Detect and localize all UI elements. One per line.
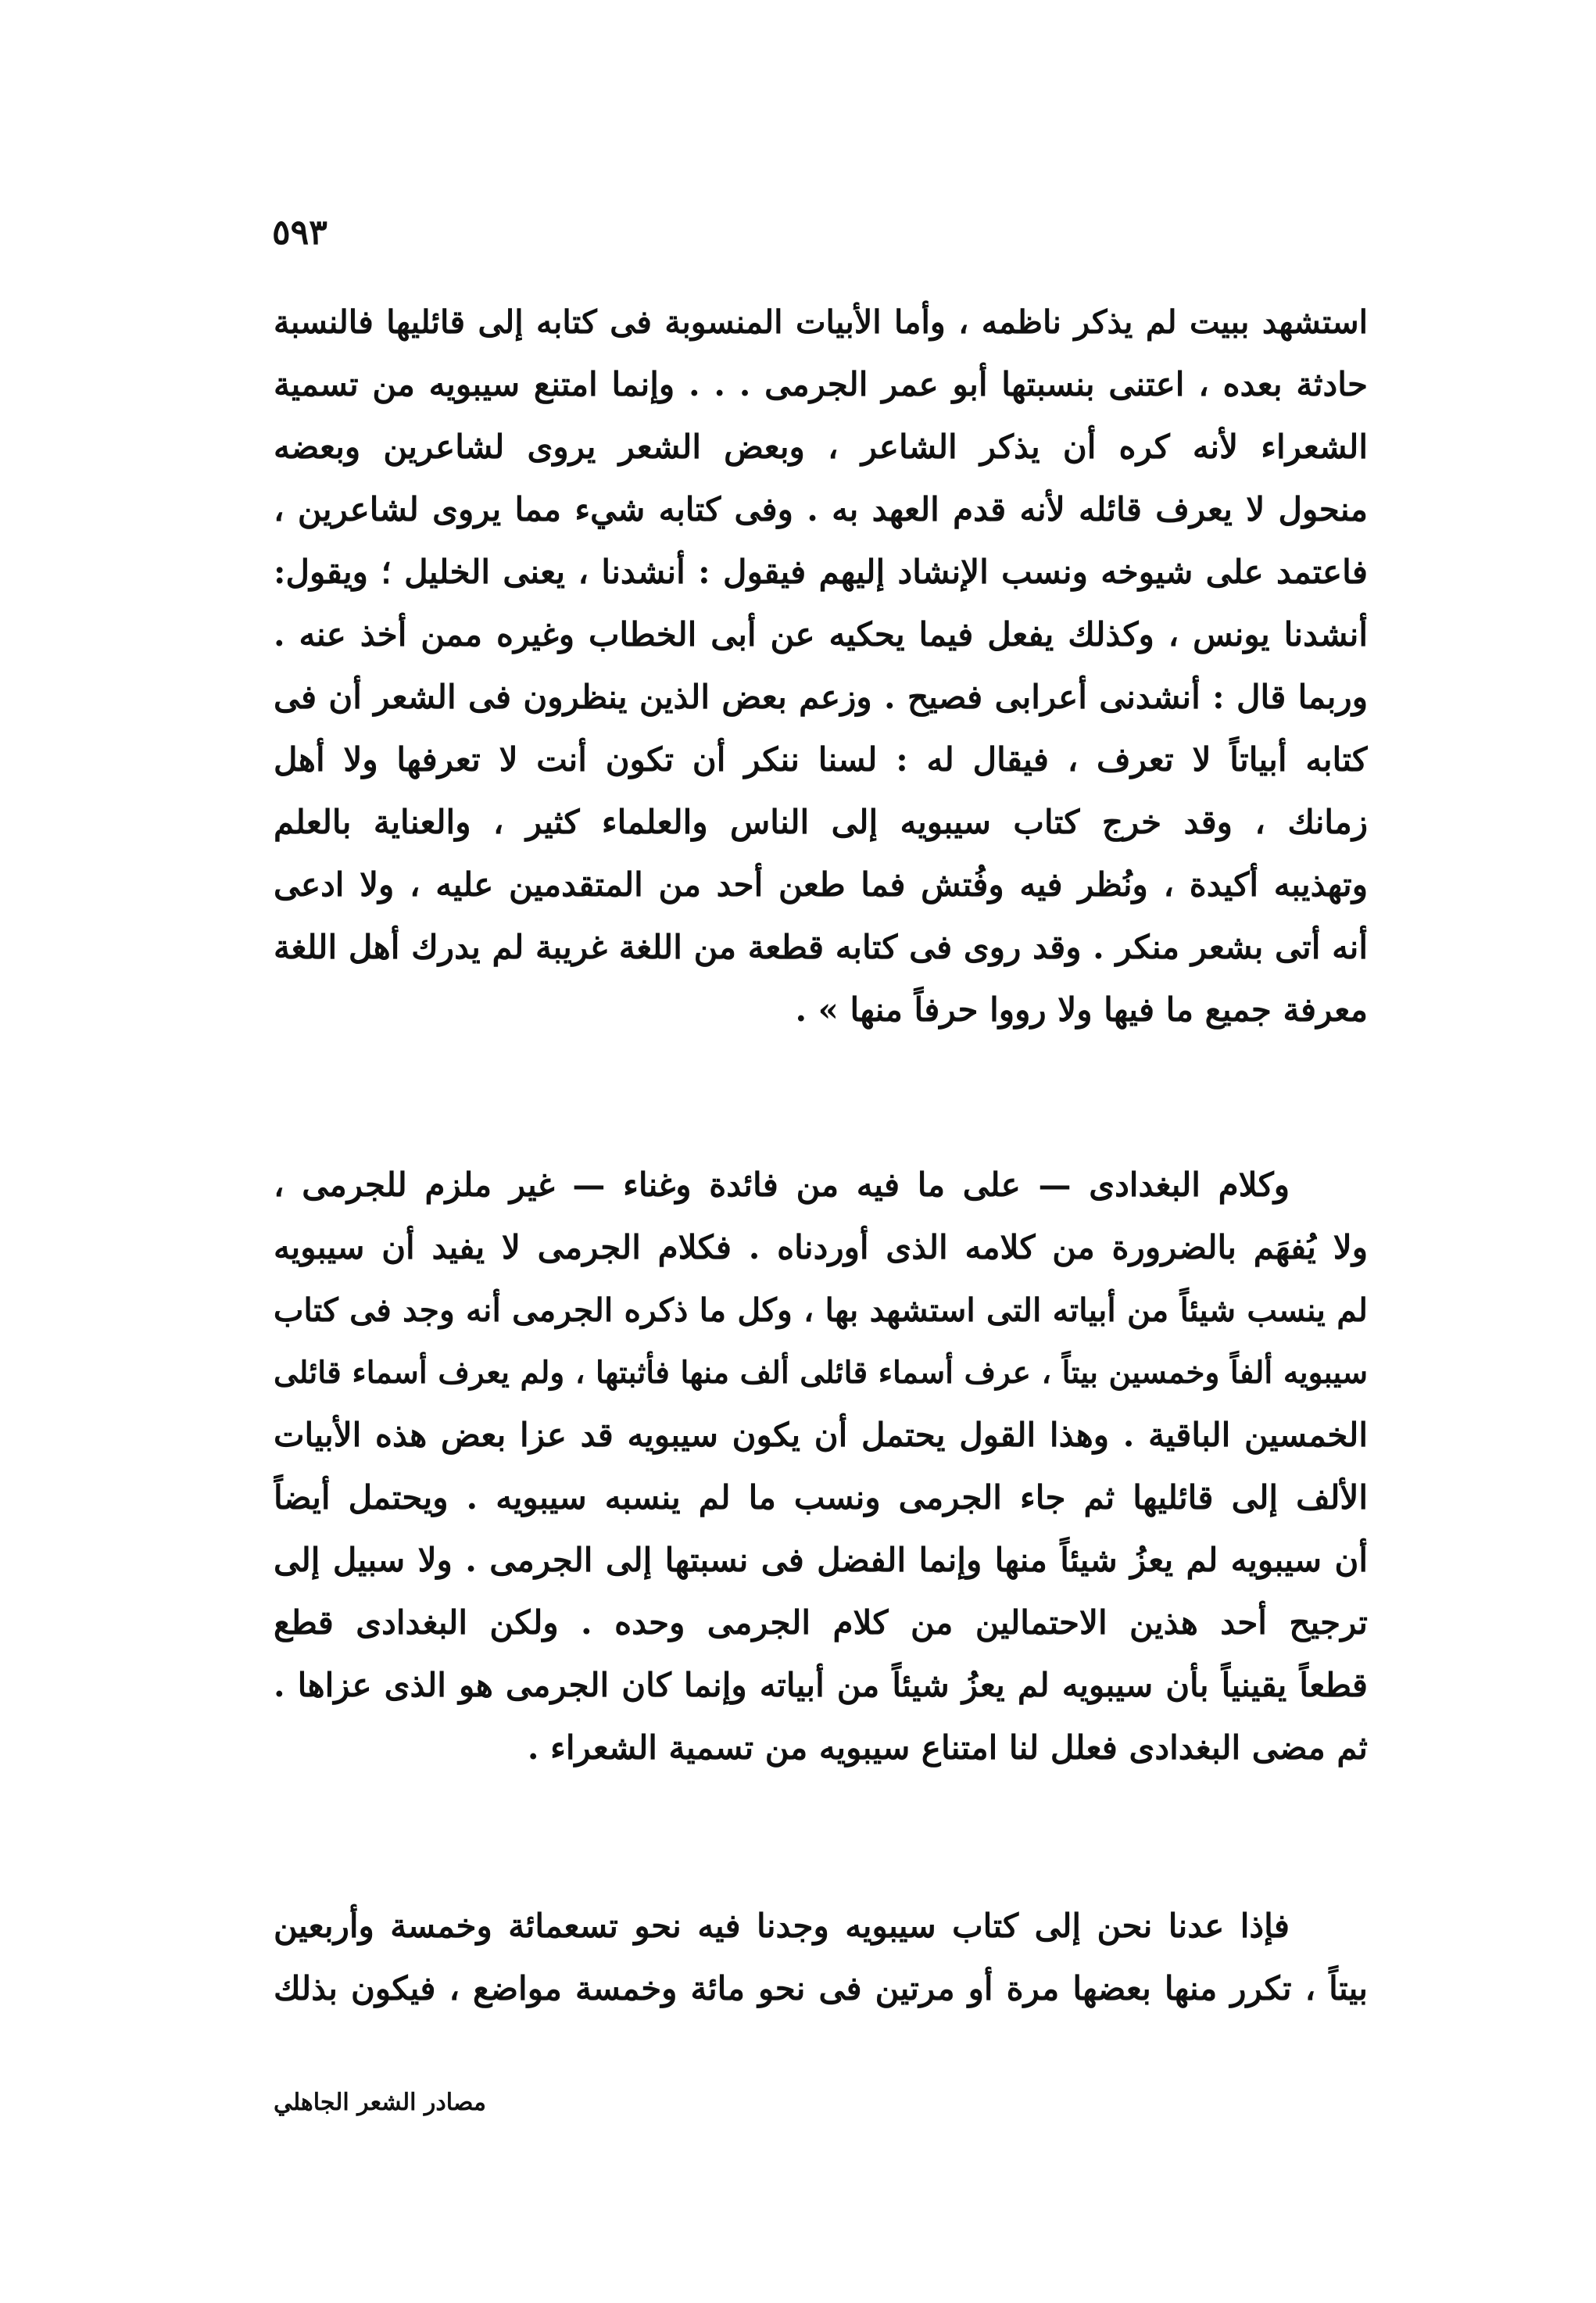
paragraph-3 [274, 1895, 1368, 2020]
text-line: فاعتمد على شيوخه ونسب الإنشاد إليهم فيقول : أنشدنا ، يعنى الخليل ؛ ويقول: [274, 553, 1368, 591]
text-line: أنشدنا يونس ، وكذلك يفعل فيما يحكيه عن أبى الخطاب وغيره ممن أخذ عنه . [274, 615, 1368, 654]
text-line: لم ينسب شيئاً من أبياته التى استشهد بها ، وكل ما ذكره الجرمى أنه وجد فى كتاب [274, 1291, 1368, 1329]
text-line: فإذا عدنا نحن إلى كتاب سيبويه وجدنا فيه نحو تسعمائة وخمسة وأربعين [274, 1907, 1290, 1945]
text-line: منحول لا يعرف قائله لأنه قدم العهد به . وفى كتابه شيء مما يروى لشاعرين ، [274, 490, 1368, 528]
text-line: أن سيبويه لم يعزُ شيئاً منها وإنما الفضل فى نسبتها إلى الجرمى . ولا سبيل إلى [274, 1541, 1368, 1579]
text-line: استشهد ببيت لم يذكر ناظمه ، وأما الأبيات المنسوبة فى كتابه إلى قائليها فالنسبة [274, 303, 1368, 341]
text-line: زمانك ، وقد خرج كتاب سيبويه إلى الناس والعلماء كثير ، والعناية بالعلم [274, 803, 1368, 841]
text-line: بيتاً ، تكرر منها بعضها مرة أو مرتين فى نحو مائة وخمسة مواضع ، فيكون بذلك [274, 1969, 1368, 2008]
text-line: حادثة بعده ، اعتنى بنسبتها أبو عمر الجرمى . . . وإنما امتنع سيبويه من تسمية [274, 365, 1368, 403]
text-line: وتهذيبه أكيدة ، ونُظر فيه وفُتش فما طعن أحد من المتقدمين عليه ، ولا ادعى [274, 865, 1368, 904]
text-line: الخمسين الباقية . وهذا القول يحتمل أن يكون سيبويه قد عزا بعض هذه الأبيات [274, 1416, 1368, 1454]
text-line: وكلام البغدادى — على ما فيه من فائدة وغناء — غير ملزم للجرمى ، [274, 1166, 1290, 1204]
paragraph-2 [274, 1154, 1368, 1779]
text-line: ثم مضى البغدادى فعلل لنا امتناع سيبويه من تسمية الشعراء . [527, 1728, 1368, 1767]
text-line: الشعراء لأنه كره أن يذكر الشاعر ، وبعض الشعر يروى لشاعرين وبعضه [274, 428, 1368, 466]
page-number: ٥٩٣ [272, 213, 327, 253]
text-line: كتابه أبياتاً لا تعرف ، فيقال له : لسنا ننكر أن تكون أنت لا تعرفها ولا أهل [274, 740, 1368, 779]
text-line: ولا يُفهَم بالضرورة من كلامه الذى أوردناه . فكلام الجرمى لا يفيد أن سيبويه [274, 1228, 1368, 1266]
text-line: أنه أتى بشعر منكر . وقد روى فى كتابه قطعة من اللغة غريبة لم يدرك أهل اللغة [274, 928, 1368, 966]
text-line: قطعاً يقينياً بأن سيبويه لم يعزُ شيئاً من أبياته وإنما كان الجرمى هو الذى عزاها . [274, 1666, 1368, 1704]
text-line: الألف إلى قائليها ثم جاء الجرمى ونسب ما لم ينسبه سيبويه . ويحتمل أيضاً [274, 1478, 1368, 1517]
paragraph-1 [274, 291, 1368, 1041]
text-line: ترجيح أحد هذين الاحتمالين من كلام الجرمى وحده . ولكن البغدادى قطع [274, 1603, 1368, 1642]
text-line: سيبويه ألفاً وخمسين بيتاً ، عرف أسماء قائلى ألف منها فأثبتها ، ولم يعرف أسماء قائلى [274, 1355, 1368, 1391]
footer-book-title: مصادر الشعر الجاهلي [274, 2089, 486, 2116]
text-line: معرفة جميع ما فيها ولا رووا حرفاً منها » . [795, 990, 1368, 1029]
text-line: وربما قال : أنشدنى أعرابى فصيح . وزعم بعض الذين ينظرون فى الشعر أن فى [274, 678, 1368, 716]
